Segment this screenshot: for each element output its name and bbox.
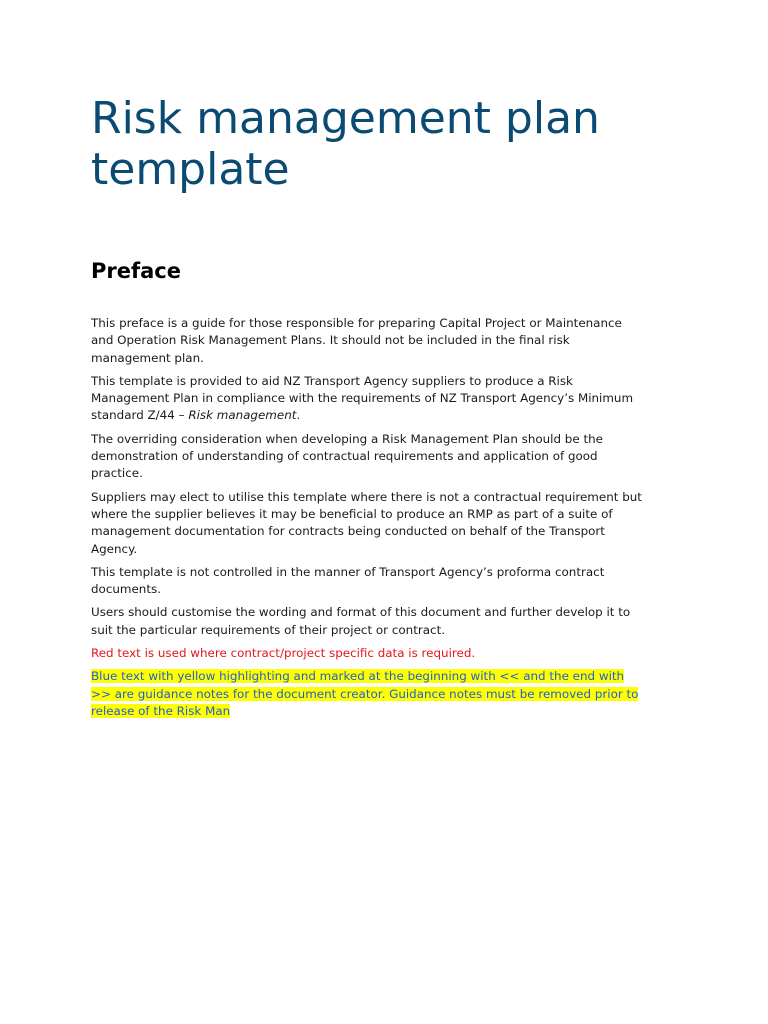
paragraph-line: and Operation Risk Management Plans. It should not be included in the final risk — [91, 333, 570, 348]
paragraph — [91, 373, 703, 425]
standard-title: Risk management — [188, 408, 297, 423]
paragraph-line: practice. — [91, 466, 143, 481]
preface-heading: Preface — [91, 259, 181, 283]
guidance-highlight: >> are guidance notes for the document creator. Guidance notes must be removed prior to — [91, 686, 639, 701]
paragraph-line — [91, 407, 703, 424]
paragraph-line: suit the particular requirements of their project or contract. — [91, 622, 446, 637]
paragraph-line: documents. — [91, 582, 161, 597]
paragraph-line: Users should customise the wording and format of this document and further develop it to — [91, 605, 631, 620]
guidance-note-line — [91, 668, 703, 685]
paragraph-line: This template is not controlled in the manner of Transport Agency’s proforma contract — [91, 564, 605, 579]
paragraph-line: Agency. — [91, 541, 138, 556]
document-title — [91, 93, 731, 195]
paragraph — [91, 564, 703, 599]
paragraph-line: management plan. — [91, 350, 204, 365]
guidance-highlight: Blue text with yellow highlighting and marked at the beginning with << and the end with — [91, 669, 625, 684]
paragraph-line: This template is provided to aid NZ Transport Agency suppliers to produce a Risk — [91, 373, 573, 388]
paragraph — [91, 431, 703, 483]
preface-body — [91, 315, 703, 726]
red-text-note-line: Red text is used where contract/project specific data is required. — [91, 646, 476, 661]
paragraph-line: management documentation for contracts being conducted on behalf of the Transport — [91, 524, 605, 539]
paragraph-line: Management Plan in compliance with the requirements of NZ Transport Agency’s Minimum — [91, 391, 634, 406]
paragraph-line: This preface is a guide for those responsible for preparing Capital Project or Maintenance — [91, 316, 622, 330]
paragraph-line: where the supplier believes it may be beneficial to produce an RMP as part of a suite of — [91, 506, 613, 521]
sentence-end: . — [296, 408, 301, 423]
guidance-highlight: release of the Risk Man — [91, 703, 231, 718]
document-title-line: Risk management plan — [91, 93, 600, 144]
guidance-note-line — [91, 686, 703, 703]
document-title-line: template — [91, 144, 290, 195]
paragraph-line: Suppliers may elect to utilise this template where there is not a contractual requirement but — [91, 489, 642, 504]
paragraph-line: demonstration of understanding of contractual requirements and application of good — [91, 449, 598, 464]
guidance-note — [91, 668, 703, 720]
paragraph — [91, 489, 703, 558]
guidance-note-line — [91, 703, 703, 720]
paragraph — [91, 315, 703, 367]
paragraph-line: The overriding consideration when developing a Risk Management Plan should be the — [91, 431, 603, 446]
paragraph — [91, 604, 703, 639]
standard-reference: standard Z/44 – — [91, 408, 189, 423]
red-text-note — [91, 645, 703, 662]
